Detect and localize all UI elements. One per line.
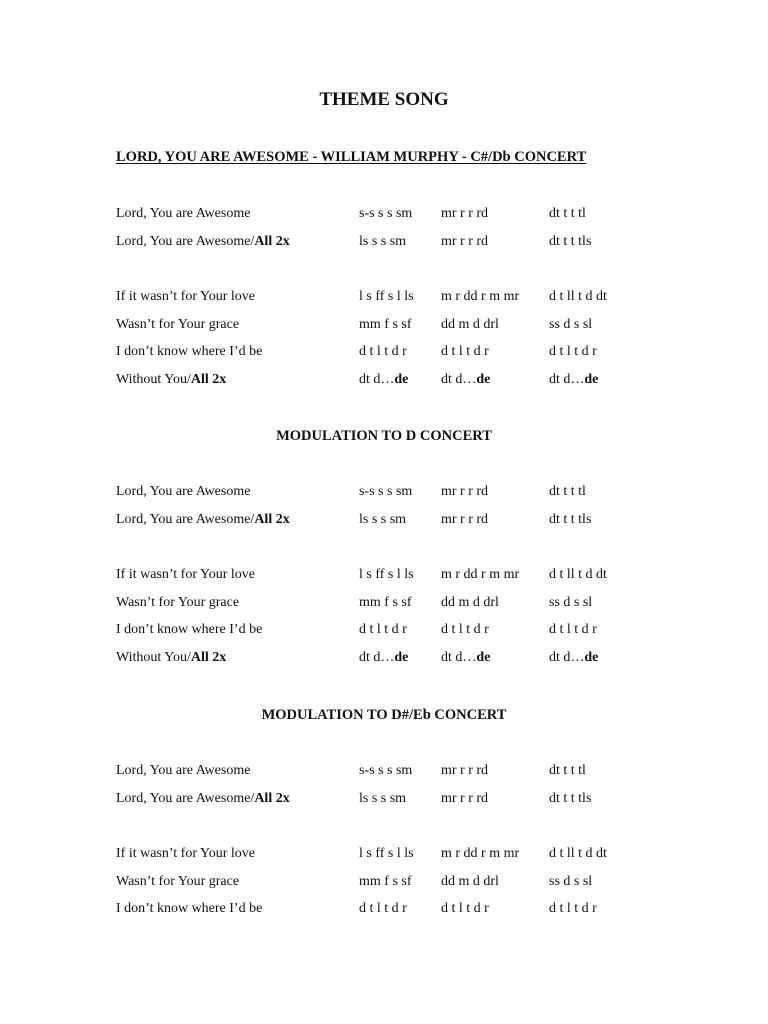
notes-column-2-text: mr r r rd bbox=[441, 484, 489, 499]
lyric-line bbox=[116, 511, 290, 529]
notes-column-3-text: d t ll t d dt bbox=[549, 567, 607, 582]
notes-column-2-text: mr r r rd bbox=[441, 234, 489, 249]
notes-column-3 bbox=[549, 205, 586, 223]
lyric-row bbox=[0, 900, 768, 918]
notes-column-2 bbox=[441, 845, 519, 863]
lyric-line-text: Lord, You are Awesome bbox=[116, 206, 251, 221]
lyric-line-text: I don’t know where I’d be bbox=[116, 622, 263, 637]
notes-column-2-text: m r dd r m mr bbox=[441, 846, 520, 861]
lyric-line-bold: All 2x bbox=[254, 791, 290, 806]
notes-column-1-text: dt d… bbox=[359, 372, 395, 387]
lyric-row bbox=[0, 483, 768, 501]
notes-column-3 bbox=[549, 621, 597, 639]
notes-column-2-bold: de bbox=[476, 650, 491, 665]
lyric-line-text: Lord, You are Awesome/ bbox=[116, 234, 255, 249]
notes-column-1-text: s-s s s sm bbox=[359, 763, 413, 778]
lyric-line-text: Lord, You are Awesome bbox=[116, 484, 251, 499]
notes-column-1-bold: de bbox=[394, 650, 409, 665]
notes-column-3 bbox=[549, 649, 598, 667]
notes-column-3-text: dt t t tl bbox=[549, 484, 586, 499]
notes-column-1-text: s-s s s sm bbox=[359, 206, 413, 221]
notes-column-3-text: dt t t tl bbox=[549, 206, 586, 221]
notes-column-2 bbox=[441, 621, 489, 639]
notes-column-1 bbox=[359, 288, 414, 306]
notes-column-1 bbox=[359, 483, 412, 501]
lyric-line-text: I don’t know where I’d be bbox=[116, 901, 263, 916]
notes-column-1-bold: de bbox=[394, 372, 409, 387]
notes-column-1-text: d t l t d r bbox=[359, 901, 407, 916]
notes-column-3-text: dt t t tls bbox=[549, 234, 592, 249]
lyric-row bbox=[0, 233, 768, 251]
notes-column-3 bbox=[549, 343, 597, 361]
notes-column-2 bbox=[441, 900, 489, 918]
notes-column-1-text: ls s s sm bbox=[359, 512, 407, 527]
notes-column-2 bbox=[441, 649, 490, 667]
lyric-row bbox=[0, 621, 768, 639]
lyric-line bbox=[116, 900, 262, 918]
lyric-row bbox=[0, 511, 768, 529]
notes-column-1-text: mm f s sf bbox=[359, 595, 412, 610]
notes-column-2-text: dt d… bbox=[441, 372, 477, 387]
notes-column-2 bbox=[441, 873, 499, 891]
lyric-line bbox=[116, 762, 250, 780]
lyric-line bbox=[116, 790, 290, 808]
lyric-line bbox=[116, 649, 226, 667]
lyric-line bbox=[116, 566, 255, 584]
song-subtitle: LORD, YOU ARE AWESOME - WILLIAM MURPHY - C#/Db CONCERT bbox=[116, 149, 587, 165]
notes-column-2-text: mr r r rd bbox=[441, 206, 489, 221]
lyric-line-text: Without You/ bbox=[116, 650, 191, 665]
notes-column-1-text: l s ff s l ls bbox=[359, 567, 414, 582]
section-heading: MODULATION TO D CONCERT bbox=[276, 428, 492, 444]
notes-column-1-text: l s ff s l ls bbox=[359, 289, 414, 304]
lyric-line-bold: All 2x bbox=[254, 234, 290, 249]
lyric-line bbox=[116, 316, 239, 334]
notes-column-3-text: dt d… bbox=[549, 650, 585, 665]
notes-column-2 bbox=[441, 762, 488, 780]
lyric-line bbox=[116, 371, 226, 389]
notes-column-1 bbox=[359, 900, 407, 918]
lyric-line-text: Lord, You are Awesome/ bbox=[116, 512, 255, 527]
notes-column-2-text: mr r r rd bbox=[441, 763, 489, 778]
lyric-row bbox=[0, 288, 768, 306]
notes-column-3 bbox=[549, 566, 607, 584]
lyric-line-text: If it wasn’t for Your love bbox=[116, 289, 255, 304]
notes-column-3-bold: de bbox=[584, 650, 599, 665]
lyric-row bbox=[0, 845, 768, 863]
lyric-line-text: Lord, You are Awesome/ bbox=[116, 791, 255, 806]
notes-column-1-text: mm f s sf bbox=[359, 317, 412, 332]
notes-column-1 bbox=[359, 621, 407, 639]
lyric-row bbox=[0, 205, 768, 223]
notes-column-3 bbox=[549, 233, 591, 251]
notes-column-1-text: dt d… bbox=[359, 650, 395, 665]
lyric-line-text: Without You/ bbox=[116, 372, 191, 387]
notes-column-2-text: dt d… bbox=[441, 650, 477, 665]
lyric-line-text: Wasn’t for Your grace bbox=[116, 595, 240, 610]
notes-column-1-text: l s ff s l ls bbox=[359, 846, 414, 861]
notes-column-1-text: mm f s sf bbox=[359, 874, 412, 889]
notes-column-1-text: s-s s s sm bbox=[359, 484, 413, 499]
notes-column-3-text: ss d s sl bbox=[549, 317, 593, 332]
notes-column-2 bbox=[441, 233, 488, 251]
notes-column-3-text: d t l t d r bbox=[549, 901, 597, 916]
notes-column-3 bbox=[549, 316, 592, 334]
notes-column-1 bbox=[359, 762, 412, 780]
lyric-line bbox=[116, 483, 250, 501]
notes-column-2-text: dd m d drl bbox=[441, 595, 499, 610]
lyric-line-text: I don’t know where I’d be bbox=[116, 344, 263, 359]
notes-column-3 bbox=[549, 873, 592, 891]
page-title: THEME SONG bbox=[319, 89, 449, 110]
lyric-row bbox=[0, 594, 768, 612]
lyric-line-text: If it wasn’t for Your love bbox=[116, 567, 255, 582]
notes-column-3 bbox=[549, 790, 591, 808]
notes-column-3-text: dt d… bbox=[549, 372, 585, 387]
lyric-row bbox=[0, 371, 768, 389]
notes-column-2-text: d t l t d r bbox=[441, 622, 489, 637]
notes-column-3 bbox=[549, 900, 597, 918]
lyric-line bbox=[116, 845, 255, 863]
notes-column-2-text: mr r r rd bbox=[441, 791, 489, 806]
lyric-line bbox=[116, 205, 250, 223]
notes-column-2 bbox=[441, 343, 489, 361]
notes-column-2-text: d t l t d r bbox=[441, 901, 489, 916]
notes-column-3-text: dt t t tls bbox=[549, 512, 592, 527]
lyric-line-text: Wasn’t for Your grace bbox=[116, 874, 240, 889]
notes-column-1-text: ls s s sm bbox=[359, 234, 407, 249]
lyric-row bbox=[0, 566, 768, 584]
notes-column-1 bbox=[359, 233, 406, 251]
notes-column-2 bbox=[441, 483, 488, 501]
lyric-row bbox=[0, 649, 768, 667]
notes-column-2-text: m r dd r m mr bbox=[441, 289, 520, 304]
notes-column-2-text: dd m d drl bbox=[441, 874, 499, 889]
lyric-line-bold: All 2x bbox=[254, 512, 290, 527]
lyric-row bbox=[0, 762, 768, 780]
notes-column-1 bbox=[359, 343, 407, 361]
lyric-line bbox=[116, 288, 255, 306]
lyric-row bbox=[0, 343, 768, 361]
notes-column-1-text: d t l t d r bbox=[359, 344, 407, 359]
notes-column-1 bbox=[359, 873, 412, 891]
lyric-line bbox=[116, 621, 262, 639]
notes-column-2-text: mr r r rd bbox=[441, 512, 489, 527]
notes-column-3-text: d t ll t d dt bbox=[549, 289, 607, 304]
notes-column-2-text: dd m d drl bbox=[441, 317, 499, 332]
lyric-line-bold: All 2x bbox=[190, 372, 227, 387]
notes-column-3 bbox=[549, 845, 607, 863]
notes-column-3-text: ss d s sl bbox=[549, 595, 593, 610]
notes-column-1 bbox=[359, 316, 412, 334]
notes-column-1 bbox=[359, 371, 408, 389]
notes-column-3-text: d t ll t d dt bbox=[549, 846, 607, 861]
lyric-line bbox=[116, 873, 239, 891]
notes-column-2-text: d t l t d r bbox=[441, 344, 489, 359]
lyric-line bbox=[116, 233, 290, 251]
notes-column-2 bbox=[441, 790, 488, 808]
notes-column-2 bbox=[441, 371, 490, 389]
notes-column-3-bold: de bbox=[584, 372, 599, 387]
lyric-line-bold: All 2x bbox=[190, 650, 227, 665]
lyric-line bbox=[116, 343, 262, 361]
lyric-line-text: Wasn’t for Your grace bbox=[116, 317, 240, 332]
notes-column-3-text: dt t t tl bbox=[549, 763, 586, 778]
lyric-line bbox=[116, 594, 239, 612]
notes-column-3-text: d t l t d r bbox=[549, 344, 597, 359]
notes-column-2 bbox=[441, 594, 499, 612]
notes-column-1 bbox=[359, 566, 414, 584]
notes-column-1 bbox=[359, 790, 406, 808]
notes-column-1 bbox=[359, 845, 414, 863]
notes-column-3-text: d t l t d r bbox=[549, 622, 597, 637]
lyric-line-text: If it wasn’t for Your love bbox=[116, 846, 255, 861]
notes-column-3 bbox=[549, 483, 586, 501]
notes-column-1 bbox=[359, 649, 408, 667]
notes-column-3 bbox=[549, 762, 586, 780]
notes-column-2-bold: de bbox=[476, 372, 491, 387]
notes-column-2 bbox=[441, 316, 499, 334]
notes-column-2 bbox=[441, 288, 519, 306]
notes-column-1 bbox=[359, 511, 406, 529]
notes-column-1-text: d t l t d r bbox=[359, 622, 407, 637]
section-heading: MODULATION TO D#/Eb CONCERT bbox=[261, 707, 507, 723]
lyric-row bbox=[0, 873, 768, 891]
notes-column-1 bbox=[359, 594, 412, 612]
lyric-line-text: Lord, You are Awesome bbox=[116, 763, 251, 778]
notes-column-2-text: m r dd r m mr bbox=[441, 567, 520, 582]
notes-column-2 bbox=[441, 566, 519, 584]
notes-column-1-text: ls s s sm bbox=[359, 791, 407, 806]
notes-column-3 bbox=[549, 594, 592, 612]
lyric-row bbox=[0, 790, 768, 808]
notes-column-3 bbox=[549, 371, 598, 389]
lyric-row bbox=[0, 316, 768, 334]
notes-column-3-text: ss d s sl bbox=[549, 874, 593, 889]
notes-column-2 bbox=[441, 511, 488, 529]
notes-column-1 bbox=[359, 205, 412, 223]
notes-column-3 bbox=[549, 288, 607, 306]
notes-column-2 bbox=[441, 205, 488, 223]
notes-column-3 bbox=[549, 511, 591, 529]
notes-column-3-text: dt t t tls bbox=[549, 791, 592, 806]
